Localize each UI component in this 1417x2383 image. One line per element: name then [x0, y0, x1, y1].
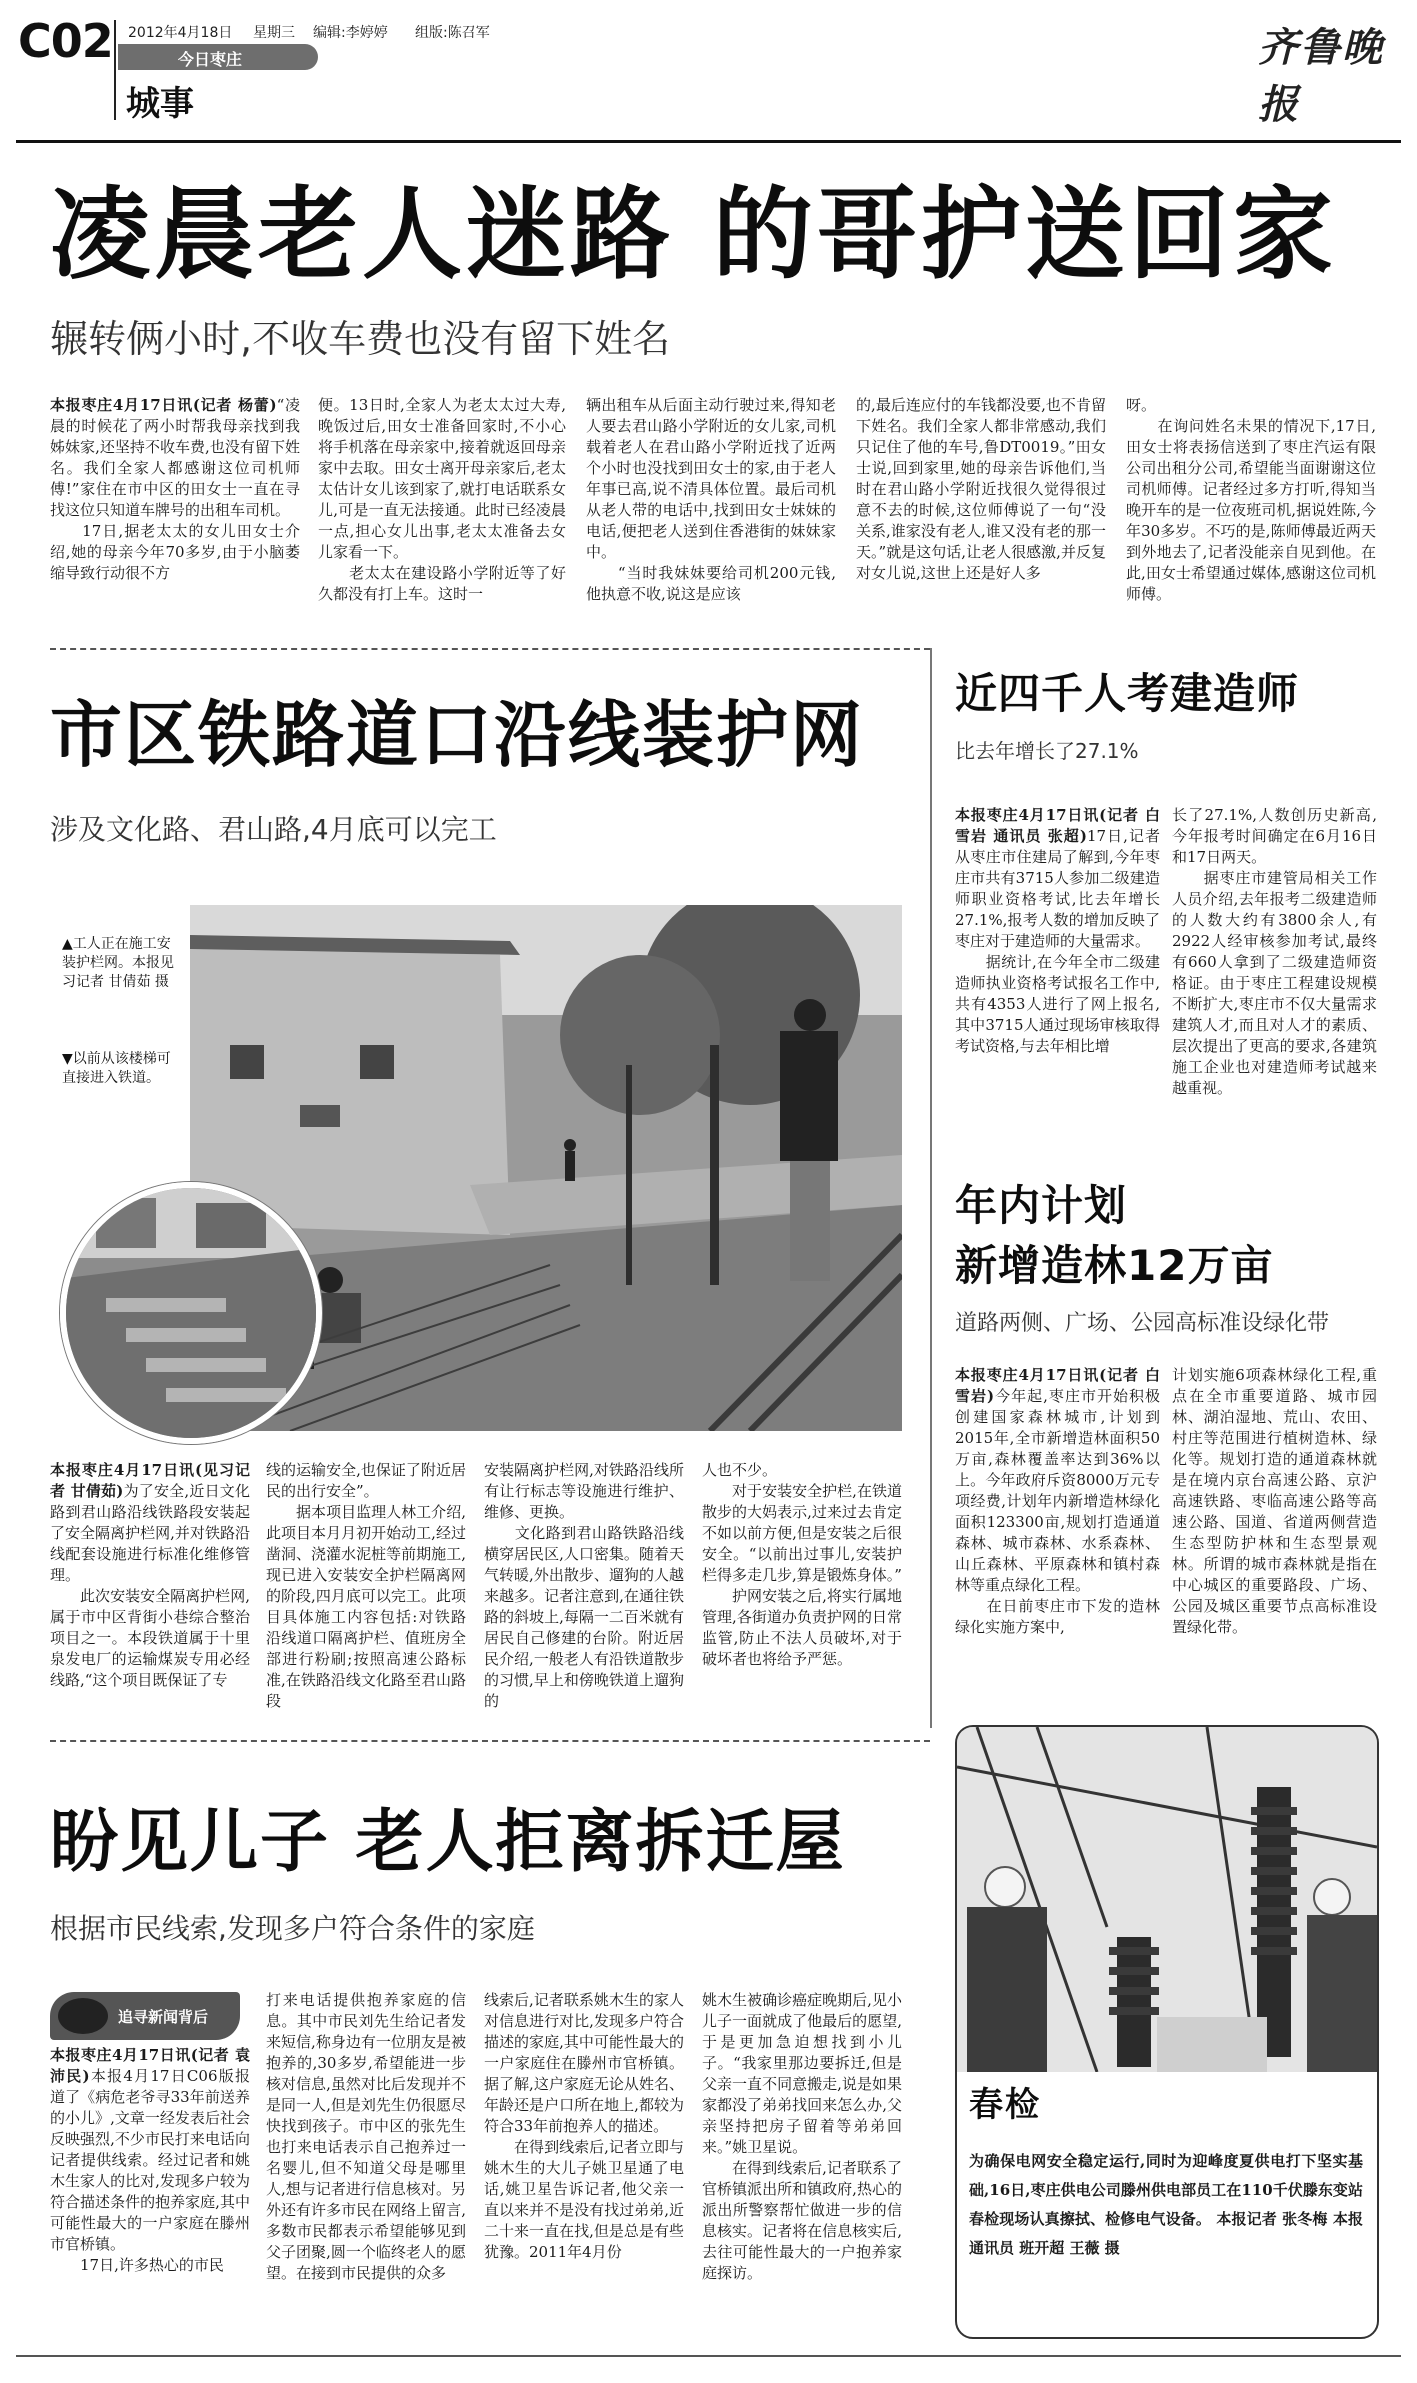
story6-title: 春检	[969, 2085, 1041, 2125]
story4-title-line1: 年内计划	[955, 1181, 1128, 1230]
story1-bottom-rule	[50, 648, 930, 650]
section-tag	[118, 44, 318, 70]
story4-col-1	[955, 1365, 1160, 1680]
issue-weekday: 星期三	[253, 25, 295, 41]
substation-workers-photo	[957, 1727, 1377, 2072]
story3-col-2: 长了27.1%,人数创历史新高,今年报考时间确定在6月16日和17日两天。 据枣庄市建管局相关工作人员介绍,去年报考二级建造师的人数大约有3800余人,有2922人经审核参加考试,最终有660人拿到了二级建造师资格证。由于枣庄工程建设规模不断扩大,枣庄市不仅大量需求建筑人才,而且对人才的素质、层次提出了更高的要求,各建筑施工企业也对建造师考试越来越重视。	[1172, 806, 1377, 1097]
story1-title: 凌晨老人迷路 的哥护送回家	[50, 176, 1337, 293]
story1-col-2: 便。13日时,全家人为老太太过大寿,晚饭过后,田女士准备回家时,不小心将手机落在母亲家中,接着就返回母亲家中去取。田女士离开母亲家后,老太太估计女儿该到家了,就打电话联系女儿,可是一直无法接通。此时已经凌晨一点,担心女儿出事,老太太准备去女儿家看一下。 老太太在建设路小学附近等了好久都没有打上车。这时一	[318, 396, 566, 603]
story2-title: 市区铁路道口沿线装护网	[50, 693, 865, 777]
layout-credit: 组版:陈召军	[415, 25, 490, 41]
story2-col-3: 安装隔离护栏网,对铁路沿线所有让行标志等设施进行维护、维修、更换。 文化路到君山路铁路沿线横穿居民区,人口密集。随着天气转暖,外出散步、遛狗的人越来越多。记者注意到,在通往铁路的斜坡上,每隔一二百米就有居民自己修建的台阶。附近居民介绍,一般老人有沿铁道散步的习惯,早上和傍晚铁道上遛狗的	[484, 1461, 684, 1710]
story5-column-logo	[50, 1992, 240, 2040]
story6-box	[955, 1725, 1379, 2339]
story6-caption: 为确保电网安全稳定运行,同时为迎峰度夏供电打下坚实基础,16日,枣庄供电公司滕州供电部员工在110千伏滕东变站春检现场认真擦拭、检修电气设备。 本报记者 张冬梅 本报通讯员 班开超 王薇 摄	[969, 2152, 1363, 2257]
story4-col-2: 计划实施6项森林绿化工程,重点在全市重要道路、城市园林、湖泊湿地、荒山、农田、村庄等范围进行植树造林、绿化等。规划打造的通道森林就是在境内京台高速公路、京沪高速铁路、枣临高速公路等高速公路、国道、省道两侧营造生态型防护林和生态型景观林。所谓的城市森林就是指在中心城区的重要路段、广场、公园及城区重要节点高标准设置绿化带。	[1172, 1366, 1377, 1636]
story2-caption-1: ▲工人正在施工安装护栏网。本报见习记者 甘倩茹 摄	[62, 936, 174, 990]
story2-col-4: 人也不少。 对于安装安全护栏,在铁道散步的大妈表示,过来过去肯定不如以前方便,但是安装之后很安全。“以前出过事儿,安装护栏得多走几步,算是锻炼身体。” 护网安装之后,将实行属地管理,各街道办负责护网的日常监管,防止不法人员破坏,对于破坏者也将给予严惩。	[702, 1461, 902, 1668]
editor-credit: 编辑:李婷婷	[313, 25, 388, 41]
story3-col-1-text: 17日,记者从枣庄市住建局了解到,今年枣庄市共有3715人参加二级建造师职业资格考试,比去年增长27.1%,报考人数的增加反映了枣庄对于建造师的大量需求。 据统计,在今年全市二级建造师执业资格考试报名工作中,共有4353人进行了网上报名,其中3715人通过现场审核取得考试资格,与去年相比增	[955, 827, 1160, 1055]
story2-photo-stairs	[60, 1182, 322, 1444]
story4-subtitle: 道路两侧、广场、公园高标准设绿化带	[955, 1311, 1330, 1336]
story5-col-3: 线索后,记者联系姚木生的家人对信息进行对比,发现多户符合描述的家庭,其中可能性最大的一户家庭住在滕州市官桥镇。据了解,这户家庭无论从姓名、年龄还是户口所在地上,都较为符合33年前抱养人的描述。 在得到线索后,记者立即与姚木生的大儿子姚卫星通了电话,姚卫星告诉记者,他父亲一直以来并不是没有找过弟弟,近二十来一直在找,但是总是有些犹豫。2011年4月份	[484, 1991, 684, 2261]
story2-col-2: 线的运输安全,也保证了附近居民的出行安全”。 据本项目监理人林工介绍,此项目本月月初开始动工,经过凿洞、浇灌水泥桩等前期施工,现已进入安装安全护栏隔离网的阶段,四月底可以完工。此项目具体施工内容包括:对铁路沿线道口隔离护栏、值班房全部进行粉刷;按照高速公路标准,在铁路沿线文化路至君山路段	[266, 1461, 466, 1710]
page-bottom-rule	[16, 2355, 1401, 2357]
masthead-rule	[16, 140, 1401, 143]
story1-col-1	[50, 395, 300, 635]
story2-bottom-rule	[50, 1740, 930, 1742]
section-tag-label: 今日枣庄	[178, 50, 243, 69]
story3-title: 近四千人考建造师	[955, 669, 1300, 718]
story3-byline: 本报枣庄4月17日讯(记者 白雪岩 通讯员 张超)	[955, 806, 1160, 845]
story5-col-1	[50, 2045, 250, 2350]
story5-col-4: 姚木生被确诊癌症晚期后,见小儿子一面就成了他最后的愿望,于是更加急迫想找到小儿子。“我家里那边要拆迁,但是父亲一直不同意搬走,说是如果家都没了弟弟找回来怎么办,父亲坚持把房子留着等弟弟回来。”姚卫星说。 在得到线索后,记者联系了官桥镇派出所和镇政府,热心的派出所警察帮忙做进一步的信息核实。记者将在信息核实后,去往可能性最大的一户抱养家庭探访。	[702, 1991, 902, 2282]
story2-col-1-text: 为了安全,近日文化路到君山路沿线铁路段安装起了安全隔离护栏网,并对铁路沿线配套设施进行标准化维修管理。 此次安装安全隔离护栏网,属于市中区背街小巷综合整治项目之一。本段铁道属于十里泉发电厂的运输煤炭专用必经线路,“这个项目既保证了专	[50, 1482, 250, 1689]
story2-subtitle: 涉及文化路、君山路,4月底可以完工	[50, 813, 497, 846]
story3-subtitle: 比去年增长了27.1%	[955, 739, 1139, 763]
masthead	[0, 0, 1417, 140]
right-column-rule	[930, 648, 932, 1728]
masthead-divider	[114, 20, 116, 120]
page-code: C02	[18, 14, 113, 68]
story5-subtitle: 根据市民线索,发现多户符合条件的家庭	[50, 1912, 535, 1945]
story2-caption-2: ▼以前从该楼梯可直接进入铁道。	[62, 1051, 171, 1086]
story3-col-1	[955, 805, 1160, 1160]
story5-title: 盼见儿子 老人拒离拆迁屋	[50, 1803, 846, 1882]
story5-col-2: 打来电话提供抱养家庭的信息。其中市民刘先生给记者发来短信,称身边有一位朋友是被抱养的,30多岁,希望能进一步核对信息,虽然对比后发现并不是同一人,但是刘先生仍很愿尽快找到孩子。市中区的张先生也打来电话表示自己抱养过一名婴儿,但不知道父母是哪里人,想与记者进行信息核对。另外还有许多市民在网络上留言,多数市民都表示希望能够见到父子团聚,圆一个临终老人的愿望。在接到市民提供的众多	[266, 1991, 466, 2282]
story1-col-4: 的,最后连应付的车钱都没要,也不肯留下姓名。我们全家人都非常感动,我们只记住了他的车号,鲁DT0019。”田女士说,回到家里,她的母亲告诉他们,当时在君山路小学附近找很久觉得很过意不去的时候,这位师傅说了一句“没关系,谁家没有老人,谁又没有老的那一天。”就是这句话,让老人很感激,并反复对女儿说,这世上还是好人多	[856, 396, 1106, 582]
story5-logo-badge-icon	[58, 1998, 108, 2034]
issue-date: 2012年4月18日	[128, 25, 233, 41]
story1-col-5: 呀。 在询问姓名未果的情况下,17日,田女士将表扬信送到了枣庄汽运有限公司出租分公司,希望能当面谢谢这位司机师傅。记者经过多方打听,得知当晚开车的是一位夜班司机,据说姓陈,今年30多岁。不巧的是,陈师傅最近两天到外地去了,记者没能亲自见到他。在此,田女士希望通过媒体,感谢这位司机师傅。	[1126, 396, 1376, 603]
section-title: 城事	[126, 84, 194, 124]
story5-byline: 本报枣庄4月17日讯(记者 袁沛民)	[50, 2046, 250, 2085]
story5-col-1-text: 本报4月17日C06版报道了《病危老爷寻33年前送养的小儿》,文章一经发表后社会反映强烈,不少市民打来电话向记者提供线索。经过记者和姚木生家人的比对,发现多户较为符合描述条件的抱养家庭,其中可能性最大的一户家庭在滕州市官桥镇。 17日,许多热心的市民	[50, 2067, 250, 2274]
story1-byline: 本报枣庄4月17日讯(记者 杨蕾)	[50, 396, 277, 414]
story4-title-line2: 新增造林12万亩	[955, 1241, 1274, 1290]
story6-photo	[957, 1727, 1377, 2072]
story1-subtitle: 辗转俩小时,不收车费也没有留下姓名	[50, 317, 671, 361]
stairs-photo	[66, 1188, 316, 1438]
story1-col-1-text: “凌晨的时候花了两小时帮我母亲找到我姊妹家,还坚持不收车费,也没有留下姓名。我们全家人都感谢这位司机师傅!”家住在市中区的田女士一直在寻找这位只知道车牌号的出租车司机。 17日,据老太太的女儿田女士介绍,她的母亲今年70多岁,由于小脑萎缩导致行动很不方	[50, 396, 300, 582]
story4-col-1-text: 今年起,枣庄市开始积极创建国家森林城市,计划到2015年,全市新增造林面积50万亩,森林覆盖率达到36%以上。今年政府斥资8000万元专项经费,计划年内新增造林绿化面积123300亩,规划打造通道森林、城市森林、水系森林、山丘森林、平原森林和镇村森林等重点绿化工程。 在日前枣庄市下发的造林绿化实施方案中,	[955, 1387, 1160, 1636]
story4-byline: 本报枣庄4月17日讯(记者 白雪岩)	[955, 1366, 1160, 1405]
paper-logo: 齐鲁晚报	[1258, 24, 1384, 128]
story2-byline: 本报枣庄4月17日讯(见习记者 甘倩茹)	[50, 1461, 250, 1500]
story1-col-3: 辆出租车从后面主动行驶过来,得知老人要去君山路小学附近的女儿家,司机载着老人在君山路小学附近找了近两个小时也没找到田女士的家,由于老人年事已高,说不清具体位置。最后司机从老人带的电话中,找到田女士妹妹的电话,便把老人送到住香港街的妹妹家中。 “当时我妹妹要给司机200元钱,他执意不收,说这是应该	[586, 396, 836, 603]
story5-column-logo-label: 追寻新闻背后	[118, 2008, 209, 2026]
story2-col-1	[50, 1460, 250, 1725]
